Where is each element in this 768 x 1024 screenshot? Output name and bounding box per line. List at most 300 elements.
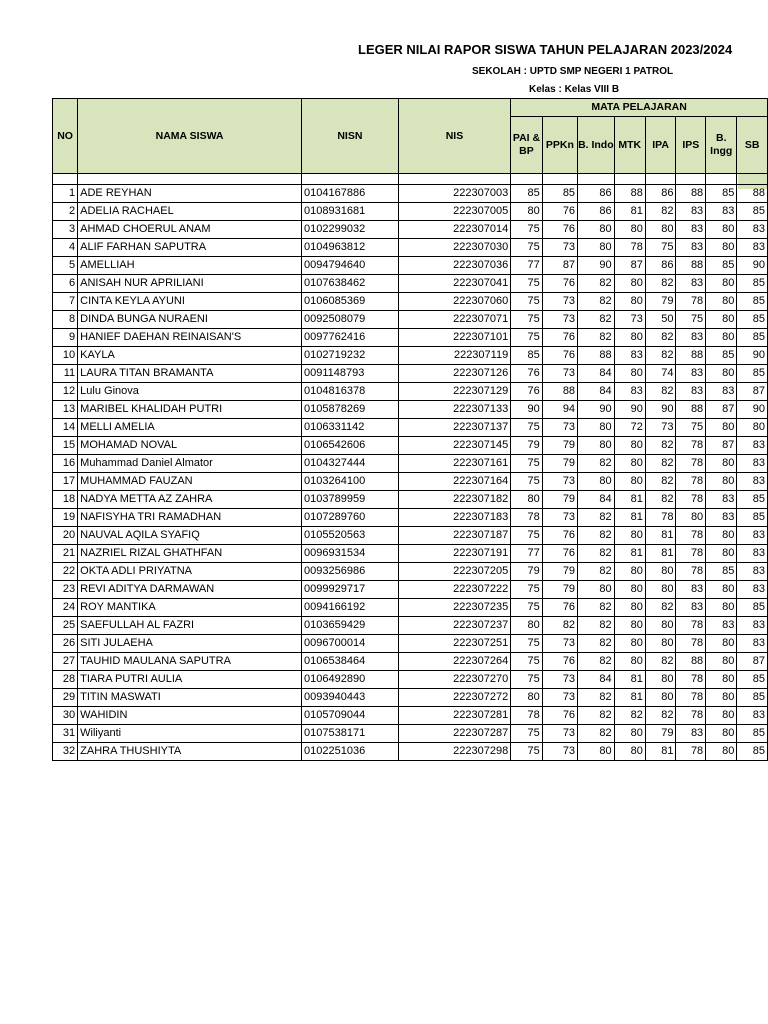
score-cell: 80: [706, 527, 737, 545]
table-row: [53, 671, 768, 689]
score-cell: 75: [645, 239, 676, 257]
subject-header: MTK: [614, 117, 645, 174]
score-cell: 88: [676, 185, 706, 203]
score-cell: 80: [614, 599, 645, 617]
score-cell: 80: [706, 743, 737, 761]
score-cell: 75: [511, 599, 543, 617]
row-number: 3: [53, 221, 78, 239]
score-cell: 80: [614, 581, 645, 599]
score-cell: 82: [578, 311, 615, 329]
score-cell: 78: [676, 563, 706, 581]
score-cell: 73: [614, 311, 645, 329]
row-number: 26: [53, 635, 78, 653]
score-cell: 85: [737, 671, 768, 689]
student-nisn: 0107538171: [302, 725, 399, 743]
student-name: OKTA ADLI PRIYATNA: [78, 563, 302, 581]
student-nisn: 0106542606: [302, 437, 399, 455]
score-cell: 80: [614, 563, 645, 581]
score-cell: 81: [645, 527, 676, 545]
score-cell: 87: [737, 653, 768, 671]
score-cell: 82: [645, 275, 676, 293]
page-title: LEGER NILAI RAPOR SISWA TAHUN PELAJARAN 2023/2024: [358, 42, 733, 57]
score-cell: 80: [737, 419, 768, 437]
student-name: Lulu Ginova: [78, 383, 302, 401]
score-cell: 83: [737, 581, 768, 599]
student-name: AHMAD CHOERUL ANAM: [78, 221, 302, 239]
score-cell: 94: [542, 401, 577, 419]
student-name: REVI ADITYA DARMAWAN: [78, 581, 302, 599]
score-cell: 80: [511, 203, 543, 221]
score-cell: 80: [706, 725, 737, 743]
score-cell: 83: [737, 545, 768, 563]
student-nis: 222307071: [398, 311, 510, 329]
score-cell: 78: [645, 509, 676, 527]
score-cell: 80: [645, 563, 676, 581]
student-nis: 222307119: [398, 347, 510, 365]
score-cell: 75: [511, 743, 543, 761]
score-cell: 80: [706, 365, 737, 383]
score-cell: 80: [614, 293, 645, 311]
student-name: ROY MANTIKA: [78, 599, 302, 617]
score-cell: 79: [542, 437, 577, 455]
student-name: TITIN MASWATI: [78, 689, 302, 707]
table-row: [53, 653, 768, 671]
score-cell: 82: [645, 491, 676, 509]
student-nisn: 0103659429: [302, 617, 399, 635]
subject-header: B. Ingg: [706, 117, 737, 174]
score-cell: 80: [706, 221, 737, 239]
score-cell: 90: [737, 401, 768, 419]
table-row: [53, 347, 768, 365]
score-cell: 80: [578, 221, 615, 239]
score-cell: 86: [645, 257, 676, 275]
table-row: [53, 455, 768, 473]
score-cell: 80: [578, 437, 615, 455]
student-nis: 222307235: [398, 599, 510, 617]
student-nisn: 0094166192: [302, 599, 399, 617]
score-cell: 82: [578, 653, 615, 671]
score-cell: 82: [645, 599, 676, 617]
score-cell: 76: [542, 203, 577, 221]
score-cell: 75: [511, 725, 543, 743]
score-cell: 83: [676, 239, 706, 257]
score-cell: 88: [676, 347, 706, 365]
row-number: 8: [53, 311, 78, 329]
score-cell: 78: [614, 239, 645, 257]
score-cell: 88: [676, 257, 706, 275]
score-cell: 78: [676, 707, 706, 725]
score-cell: 76: [542, 653, 577, 671]
student-nisn: 0102719232: [302, 347, 399, 365]
score-cell: 78: [676, 437, 706, 455]
score-cell: 78: [676, 455, 706, 473]
score-cell: 84: [578, 671, 615, 689]
score-cell: 82: [645, 203, 676, 221]
student-nis: 222307264: [398, 653, 510, 671]
score-cell: 82: [578, 617, 615, 635]
score-cell: 90: [614, 401, 645, 419]
student-name: ADE REYHAN: [78, 185, 302, 203]
score-cell: 75: [511, 311, 543, 329]
score-cell: 82: [578, 293, 615, 311]
student-name: NADYA METTA AZ ZAHRA: [78, 491, 302, 509]
score-cell: 81: [645, 545, 676, 563]
score-cell: 73: [645, 419, 676, 437]
score-cell: 82: [645, 437, 676, 455]
student-nis: 222307237: [398, 617, 510, 635]
score-cell: 73: [542, 365, 577, 383]
score-cell: 75: [511, 581, 543, 599]
score-cell: 84: [578, 383, 615, 401]
score-cell: 85: [737, 329, 768, 347]
student-nisn: 0105520563: [302, 527, 399, 545]
table-row: [53, 509, 768, 527]
subject-header: SB: [737, 117, 768, 174]
score-cell: 73: [542, 725, 577, 743]
score-cell: 80: [614, 455, 645, 473]
table-row: [53, 473, 768, 491]
score-cell: 76: [542, 347, 577, 365]
score-cell: 84: [578, 491, 615, 509]
score-cell: 78: [676, 491, 706, 509]
table-row: [53, 383, 768, 401]
student-name: NAUVAL AQILA SYAFIQ: [78, 527, 302, 545]
subject-header: IPS: [676, 117, 706, 174]
row-number: 23: [53, 581, 78, 599]
table-row: [53, 293, 768, 311]
score-cell: 80: [578, 239, 615, 257]
row-number: 29: [53, 689, 78, 707]
table-row: [53, 545, 768, 563]
score-cell: 83: [676, 725, 706, 743]
score-cell: 80: [578, 473, 615, 491]
score-cell: 83: [614, 383, 645, 401]
score-cell: 85: [737, 491, 768, 509]
student-nisn: 0104816378: [302, 383, 399, 401]
student-nisn: 0106085369: [302, 293, 399, 311]
score-cell: 88: [676, 401, 706, 419]
score-cell: 76: [542, 329, 577, 347]
col-header-no: NO: [53, 99, 78, 174]
score-cell: 80: [511, 617, 543, 635]
student-nisn: 0106538464: [302, 653, 399, 671]
row-number: 20: [53, 527, 78, 545]
score-cell: 74: [645, 365, 676, 383]
student-nis: 222307281: [398, 707, 510, 725]
score-cell: 73: [542, 419, 577, 437]
score-cell: 75: [511, 671, 543, 689]
score-cell: 83: [676, 581, 706, 599]
score-cell: 90: [578, 401, 615, 419]
student-nisn: 0092508079: [302, 311, 399, 329]
table-row: [53, 275, 768, 293]
student-name: ANISAH NUR APRILIANI: [78, 275, 302, 293]
score-cell: 76: [511, 365, 543, 383]
table-row: [53, 437, 768, 455]
score-cell: 76: [542, 221, 577, 239]
student-name: MELLI AMELIA: [78, 419, 302, 437]
row-number: 19: [53, 509, 78, 527]
score-cell: 83: [737, 563, 768, 581]
score-cell: 83: [706, 491, 737, 509]
student-name: SITI JULAEHA: [78, 635, 302, 653]
student-nisn: 0096700014: [302, 635, 399, 653]
score-cell: 80: [578, 743, 615, 761]
student-name: Wiliyanti: [78, 725, 302, 743]
subject-header: IPA: [645, 117, 676, 174]
student-nisn: 0104167886: [302, 185, 399, 203]
table-row: [53, 239, 768, 257]
student-name: TAUHID MAULANA SAPUTRA: [78, 653, 302, 671]
student-nis: 222307014: [398, 221, 510, 239]
score-cell: 80: [578, 581, 615, 599]
student-name: CINTA KEYLA AYUNI: [78, 293, 302, 311]
score-cell: 86: [645, 185, 676, 203]
score-cell: 80: [614, 653, 645, 671]
score-cell: 81: [614, 689, 645, 707]
score-cell: 82: [645, 653, 676, 671]
score-cell: 78: [676, 743, 706, 761]
score-cell: 80: [614, 329, 645, 347]
score-cell: 80: [645, 221, 676, 239]
score-cell: 80: [614, 437, 645, 455]
score-cell: 80: [645, 581, 676, 599]
score-cell: 80: [645, 635, 676, 653]
subject-header: PPKn: [542, 117, 577, 174]
row-number: 2: [53, 203, 78, 221]
student-name: WAHIDIN: [78, 707, 302, 725]
score-cell: 73: [542, 635, 577, 653]
score-cell: 73: [542, 311, 577, 329]
student-nisn: 0106492890: [302, 671, 399, 689]
score-cell: 79: [542, 563, 577, 581]
score-cell: 80: [706, 545, 737, 563]
student-nis: 222307126: [398, 365, 510, 383]
score-cell: 82: [645, 329, 676, 347]
score-cell: 79: [511, 563, 543, 581]
score-cell: 82: [578, 527, 615, 545]
row-number: 6: [53, 275, 78, 293]
table-row: [53, 725, 768, 743]
score-cell: 76: [542, 545, 577, 563]
score-cell: 73: [542, 689, 577, 707]
grades-table: [52, 98, 768, 761]
score-cell: 88: [676, 653, 706, 671]
table-row: [53, 689, 768, 707]
score-cell: 75: [676, 311, 706, 329]
subject-header: B. Indo: [578, 117, 615, 174]
score-cell: 82: [645, 473, 676, 491]
score-cell: 79: [542, 455, 577, 473]
score-cell: 85: [737, 365, 768, 383]
score-cell: 80: [706, 239, 737, 257]
score-cell: 85: [706, 563, 737, 581]
row-number: 13: [53, 401, 78, 419]
table-row: [53, 707, 768, 725]
row-number: 16: [53, 455, 78, 473]
score-cell: 80: [706, 419, 737, 437]
table-row: [53, 311, 768, 329]
score-cell: 80: [511, 689, 543, 707]
score-cell: 82: [578, 329, 615, 347]
score-cell: 80: [614, 365, 645, 383]
score-cell: 85: [737, 509, 768, 527]
score-cell: 79: [645, 293, 676, 311]
score-cell: 78: [676, 689, 706, 707]
score-cell: 82: [645, 707, 676, 725]
student-nis: 222307036: [398, 257, 510, 275]
student-nisn: 0106331142: [302, 419, 399, 437]
student-nis: 222307003: [398, 185, 510, 203]
score-cell: 78: [676, 473, 706, 491]
student-nisn: 0107289760: [302, 509, 399, 527]
score-cell: 83: [737, 239, 768, 257]
row-number: 31: [53, 725, 78, 743]
score-cell: 82: [578, 725, 615, 743]
score-cell: 83: [737, 221, 768, 239]
student-nisn: 0105709044: [302, 707, 399, 725]
score-cell: 50: [645, 311, 676, 329]
score-cell: 80: [706, 581, 737, 599]
score-cell: 80: [614, 617, 645, 635]
student-nis: 222307030: [398, 239, 510, 257]
score-cell: 82: [578, 275, 615, 293]
student-nis: 222307005: [398, 203, 510, 221]
score-cell: 76: [542, 527, 577, 545]
student-nis: 222307137: [398, 419, 510, 437]
score-cell: 81: [614, 491, 645, 509]
student-nisn: 0093256986: [302, 563, 399, 581]
score-cell: 80: [706, 473, 737, 491]
student-nisn: 0104963812: [302, 239, 399, 257]
score-cell: 87: [542, 257, 577, 275]
row-number: 22: [53, 563, 78, 581]
score-cell: 83: [737, 635, 768, 653]
student-name: KAYLA: [78, 347, 302, 365]
score-cell: 83: [706, 617, 737, 635]
table-row: [53, 185, 768, 203]
score-cell: 80: [706, 671, 737, 689]
score-cell: 82: [578, 599, 615, 617]
score-cell: 73: [542, 743, 577, 761]
score-cell: 80: [614, 275, 645, 293]
score-cell: 79: [542, 581, 577, 599]
col-header-nis: NIS: [398, 99, 510, 174]
score-cell: 83: [737, 473, 768, 491]
score-cell: 90: [645, 401, 676, 419]
row-number: 24: [53, 599, 78, 617]
score-cell: 82: [645, 383, 676, 401]
score-cell: 80: [706, 635, 737, 653]
score-cell: 78: [676, 527, 706, 545]
row-number: 21: [53, 545, 78, 563]
score-cell: 73: [542, 473, 577, 491]
table-row: [53, 401, 768, 419]
score-cell: 90: [737, 347, 768, 365]
score-cell: 82: [578, 563, 615, 581]
row-number: 18: [53, 491, 78, 509]
score-cell: 83: [706, 509, 737, 527]
table-row: [53, 743, 768, 761]
score-cell: 82: [578, 707, 615, 725]
table-row: [53, 365, 768, 383]
student-name: TIARA PUTRI AULIA: [78, 671, 302, 689]
student-nis: 222307145: [398, 437, 510, 455]
col-header-nisn: NISN: [302, 99, 399, 174]
score-cell: 90: [511, 401, 543, 419]
score-cell: 80: [706, 329, 737, 347]
spacer-row: [53, 174, 768, 185]
score-cell: 83: [676, 365, 706, 383]
score-cell: 87: [614, 257, 645, 275]
score-cell: 81: [645, 743, 676, 761]
student-name: NAFISYHA TRI RAMADHAN: [78, 509, 302, 527]
student-nisn: 0107638462: [302, 275, 399, 293]
score-cell: 78: [676, 617, 706, 635]
score-cell: 80: [706, 599, 737, 617]
score-cell: 78: [511, 707, 543, 725]
table-row: [53, 419, 768, 437]
score-cell: 82: [645, 347, 676, 365]
score-cell: 83: [614, 347, 645, 365]
row-number: 12: [53, 383, 78, 401]
score-cell: 75: [511, 329, 543, 347]
score-cell: 80: [645, 671, 676, 689]
score-cell: 75: [511, 635, 543, 653]
score-cell: 85: [737, 275, 768, 293]
student-name: MARIBEL KHALIDAH PUTRI: [78, 401, 302, 419]
student-nisn: 0103789959: [302, 491, 399, 509]
student-nisn: 0093940443: [302, 689, 399, 707]
student-nisn: 0097762416: [302, 329, 399, 347]
table-row: [53, 581, 768, 599]
student-name: ALIF FARHAN SAPUTRA: [78, 239, 302, 257]
row-number: 14: [53, 419, 78, 437]
score-cell: 85: [706, 347, 737, 365]
score-cell: 83: [737, 455, 768, 473]
score-cell: 77: [511, 545, 543, 563]
score-cell: 73: [542, 509, 577, 527]
score-cell: 82: [542, 617, 577, 635]
score-cell: 84: [578, 365, 615, 383]
score-cell: 80: [706, 311, 737, 329]
student-nisn: 0103264100: [302, 473, 399, 491]
score-cell: 80: [614, 725, 645, 743]
school-name: SEKOLAH : UPTD SMP NEGERI 1 PATROL: [472, 66, 674, 77]
score-cell: 81: [614, 509, 645, 527]
score-cell: 75: [511, 419, 543, 437]
student-name: MUHAMMAD FAUZAN: [78, 473, 302, 491]
score-cell: 88: [578, 347, 615, 365]
score-cell: 73: [542, 239, 577, 257]
table-row: [53, 527, 768, 545]
student-nis: 222307191: [398, 545, 510, 563]
score-cell: 83: [676, 275, 706, 293]
student-nis: 222307272: [398, 689, 510, 707]
score-cell: 80: [706, 707, 737, 725]
score-cell: 78: [511, 509, 543, 527]
student-nis: 222307182: [398, 491, 510, 509]
score-cell: 76: [542, 707, 577, 725]
student-nis: 222307133: [398, 401, 510, 419]
table-row: [53, 329, 768, 347]
row-number: 17: [53, 473, 78, 491]
score-cell: 86: [578, 185, 615, 203]
score-cell: 82: [645, 455, 676, 473]
score-cell: 90: [578, 257, 615, 275]
student-name: ZAHRA THUSHIYTA: [78, 743, 302, 761]
student-name: ADELIA RACHAEL: [78, 203, 302, 221]
